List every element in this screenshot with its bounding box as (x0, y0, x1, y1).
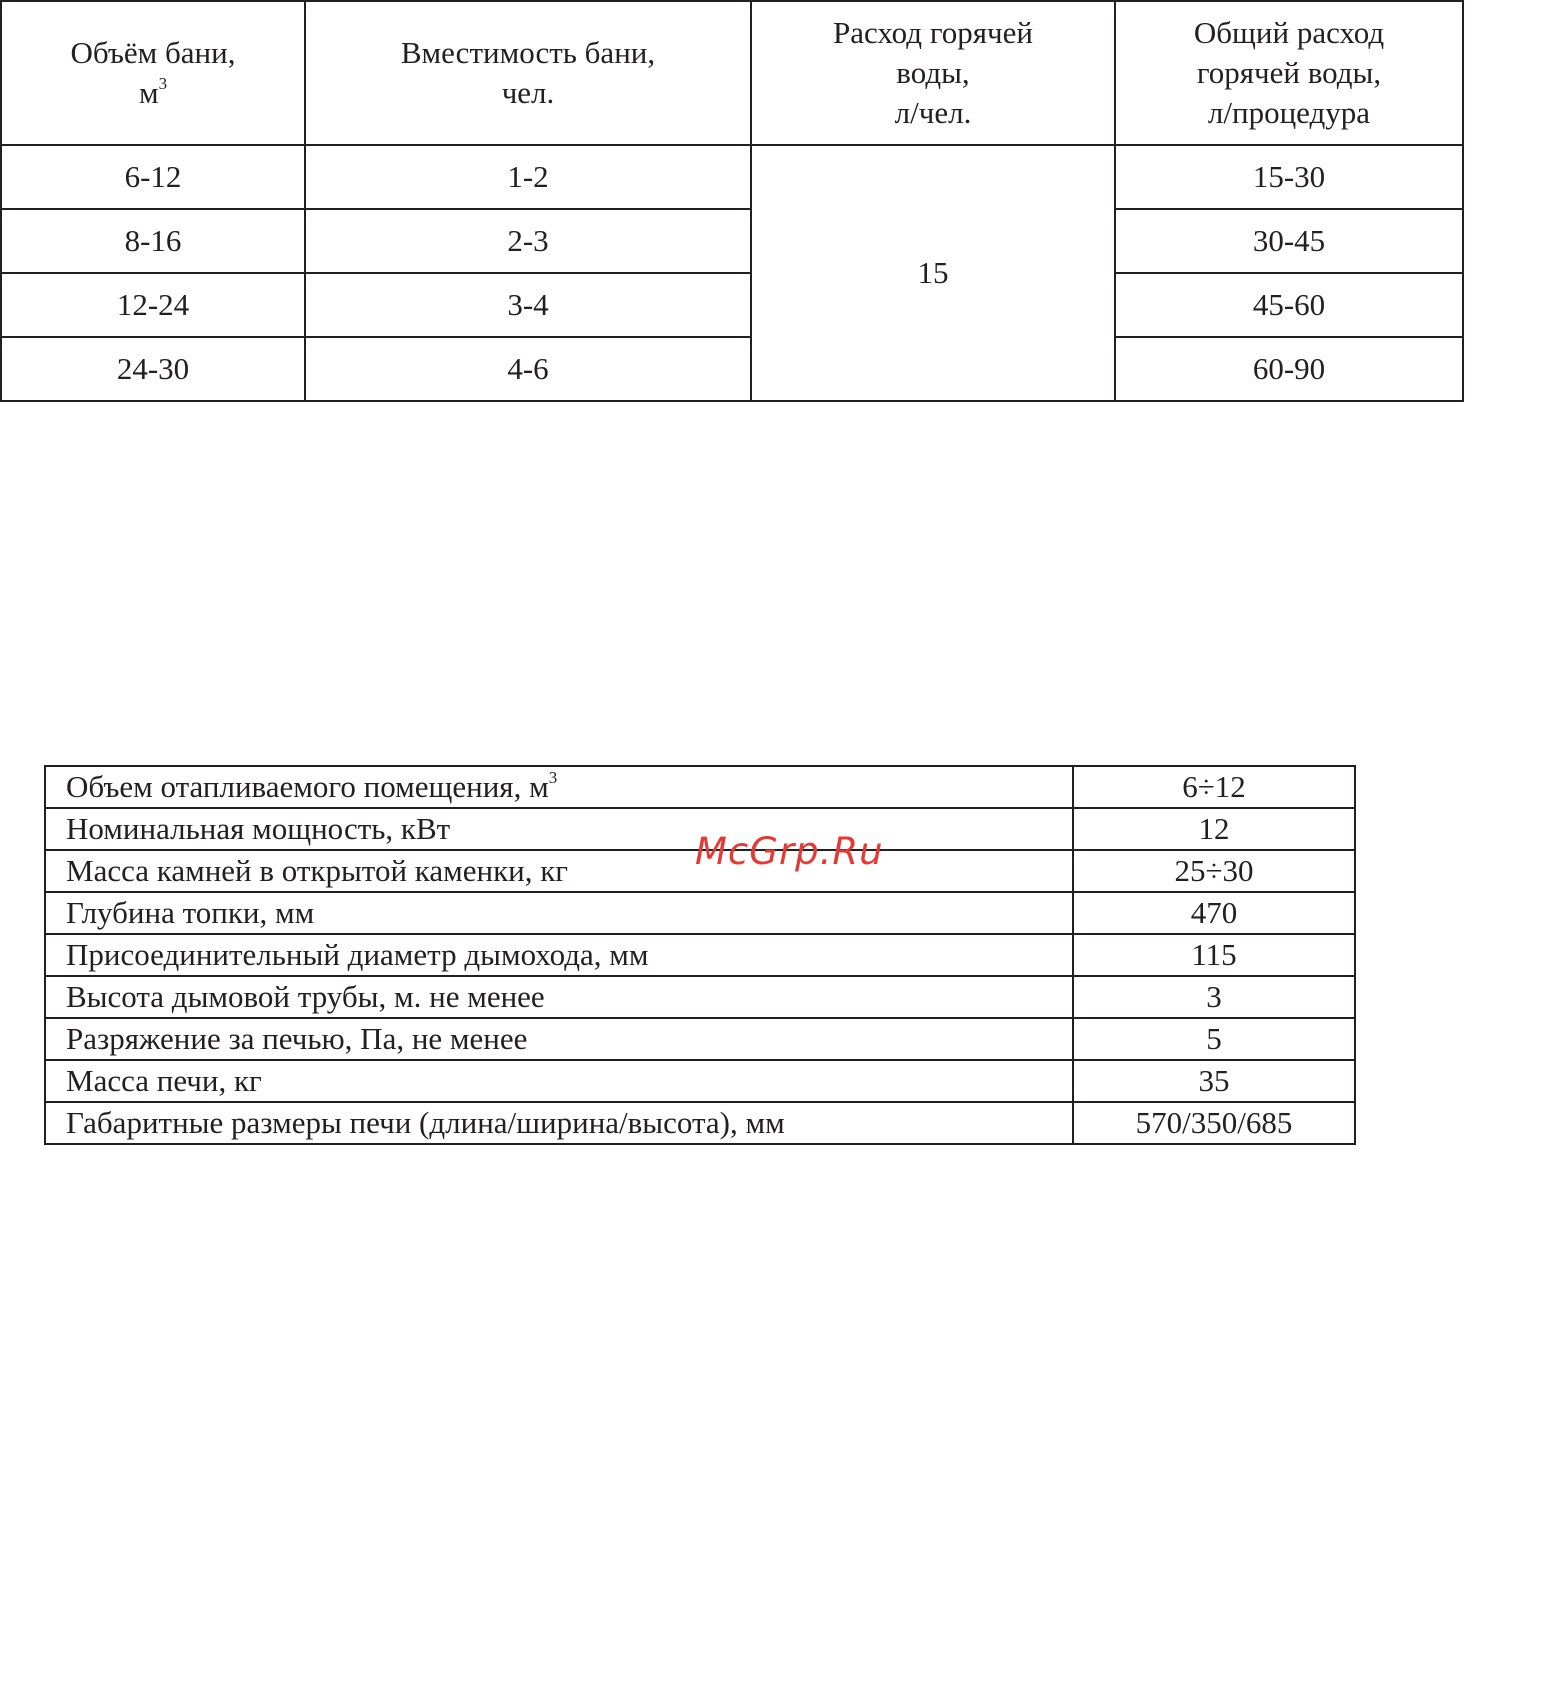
header-water-per-person (751, 1, 1115, 145)
spec-name: Габаритные размеры печи (длина/ширина/высота), мм (45, 1102, 1073, 1144)
stove-specs-table (44, 765, 1356, 1145)
spec-value: 25÷30 (1073, 850, 1355, 892)
table-row (1, 337, 1463, 401)
cell-total: 15-30 (1115, 145, 1463, 209)
spec-name: Глубина топки, мм (45, 892, 1073, 934)
table-row (45, 1060, 1355, 1102)
cell-capacity: 2-3 (305, 209, 751, 273)
table-row (45, 766, 1355, 808)
table-header-row (1, 1, 1463, 145)
table-row (1, 209, 1463, 273)
cell-volume: 8-16 (1, 209, 305, 273)
cell-capacity: 1-2 (305, 145, 751, 209)
header-volume-unit (2, 73, 304, 113)
table-row (45, 934, 1355, 976)
spec-name-sup: 3 (548, 768, 558, 787)
spec-value: 115 (1073, 934, 1355, 976)
header-volume-unit-text: м (138, 75, 159, 110)
spec-name: Масса камней в открытой каменки, кг (45, 850, 1073, 892)
table-row (1, 145, 1463, 209)
header-total-line2: горячей воды, (1196, 55, 1382, 90)
table-row (45, 1018, 1355, 1060)
spec-value: 570/350/685 (1073, 1102, 1355, 1144)
table-row (45, 1102, 1355, 1144)
spec-name-text: Объем отапливаемого помещения, м (66, 769, 549, 804)
spec-value: 470 (1073, 892, 1355, 934)
spec-name (45, 766, 1073, 808)
spec-name: Масса печи, кг (45, 1060, 1073, 1102)
cell-total: 30-45 (1115, 209, 1463, 273)
spec-value: 5 (1073, 1018, 1355, 1060)
header-water-line1: Расход горячей (833, 15, 1033, 50)
spec-value: 35 (1073, 1060, 1355, 1102)
spec-name: Разряжение за печью, Па, не менее (45, 1018, 1073, 1060)
cell-volume: 6-12 (1, 145, 305, 209)
cell-water-per-person: 15 (751, 145, 1115, 401)
header-volume (1, 1, 305, 145)
cell-total: 60-90 (1115, 337, 1463, 401)
header-total-line1: Общий расход (1193, 15, 1385, 50)
spec-name: Номинальная мощность, кВт (45, 808, 1073, 850)
bath-water-table (0, 0, 1464, 402)
spec-value: 12 (1073, 808, 1355, 850)
header-total-line3: л/процедура (1207, 95, 1371, 130)
cell-total: 45-60 (1115, 273, 1463, 337)
header-volume-unit-sup: 3 (158, 74, 168, 93)
header-water-line2: воды, (896, 55, 970, 90)
header-capacity-line1: Вместимость бани, (400, 35, 656, 70)
header-capacity-line2: чел. (501, 75, 555, 110)
table-row (45, 976, 1355, 1018)
header-capacity (305, 1, 751, 145)
cell-volume: 12-24 (1, 273, 305, 337)
watermark: McGrp.Ru (695, 830, 884, 873)
table-row (1, 273, 1463, 337)
header-volume-line1: Объём бани, (70, 35, 236, 70)
cell-capacity: 4-6 (305, 337, 751, 401)
cell-volume: 24-30 (1, 337, 305, 401)
table-row (45, 892, 1355, 934)
spec-name: Высота дымовой трубы, м. не менее (45, 976, 1073, 1018)
header-total-water (1115, 1, 1463, 145)
spec-name: Присоединительный диаметр дымохода, мм (45, 934, 1073, 976)
header-water-line3: л/чел. (894, 95, 972, 130)
cell-capacity: 3-4 (305, 273, 751, 337)
spec-value: 3 (1073, 976, 1355, 1018)
spec-value: 6÷12 (1073, 766, 1355, 808)
